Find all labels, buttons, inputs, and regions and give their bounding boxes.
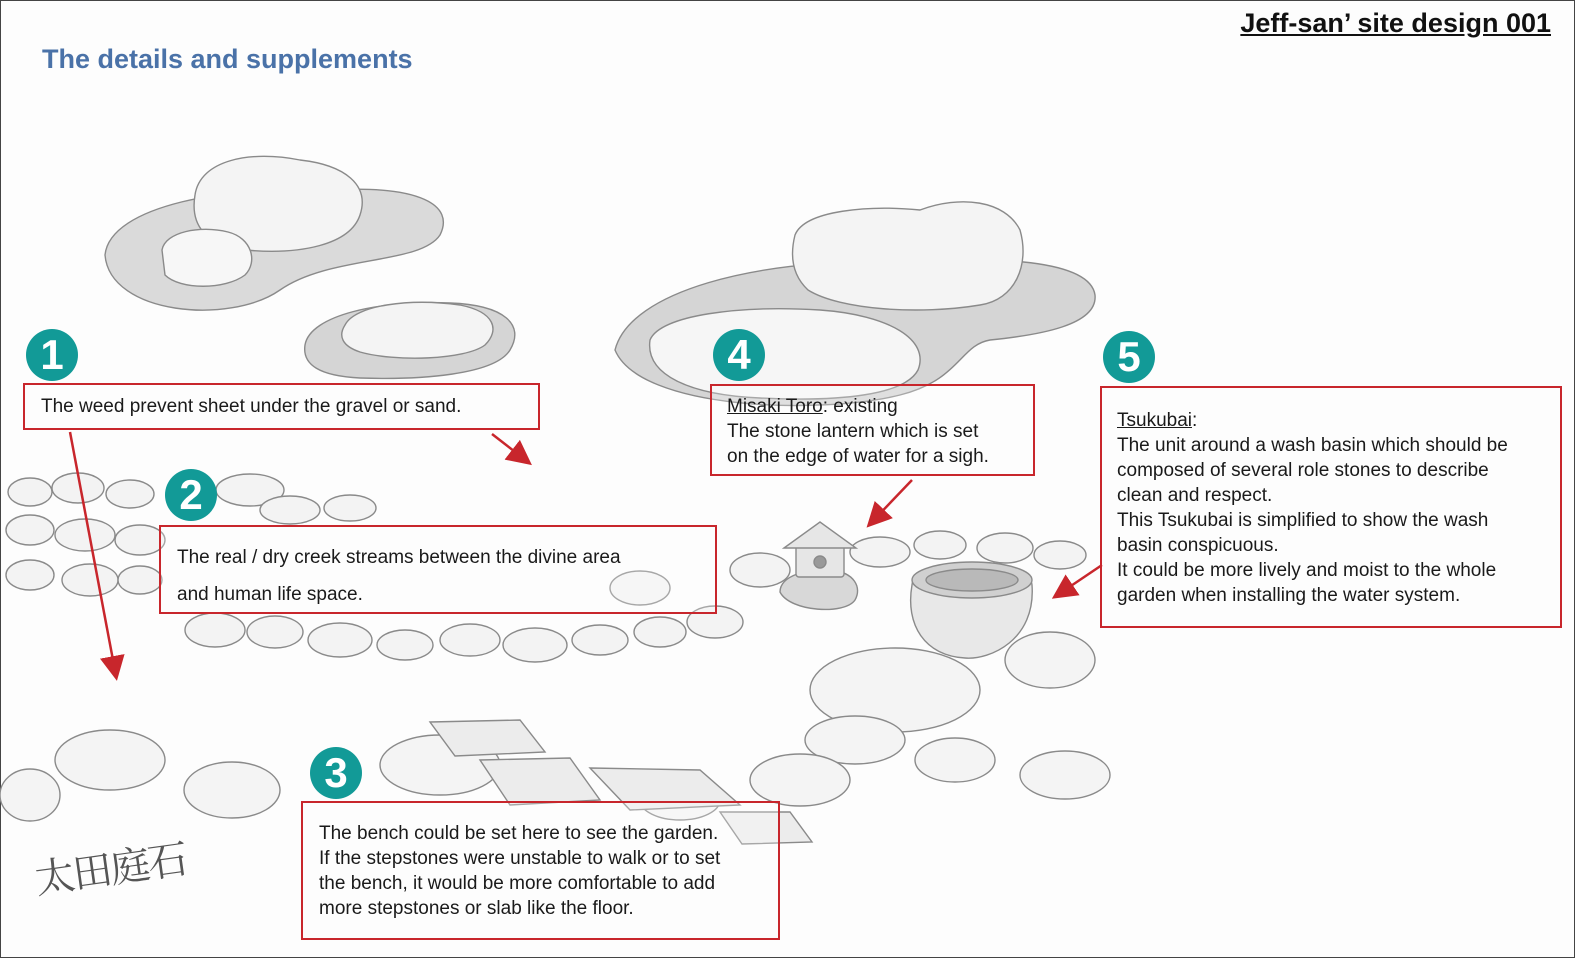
callout-4-box — [710, 384, 1035, 476]
callout-badge-5: 5 — [1103, 331, 1155, 383]
callout-3-line: more stepstones or slab like the floor. — [319, 898, 634, 919]
callout-badge-4: 4 — [713, 329, 765, 381]
arrow-1-down — [70, 432, 116, 676]
callout-2-line: The real / dry creek streams between the divine area — [177, 547, 621, 568]
callout-4-term: Misaki Toro — [727, 396, 823, 417]
callout-3-line: If the stepstones were unstable to walk or to set — [319, 848, 721, 869]
callout-3-line: The bench could be set here to see the garden. — [319, 823, 719, 844]
callout-badge-1: 1 — [26, 329, 78, 381]
callout-5-line: The unit around a wash basin which should be — [1117, 435, 1508, 456]
callout-4-line: The stone lantern which is set — [727, 421, 979, 442]
callout-badge-2: 2 — [165, 469, 217, 521]
callout-4-line: on the edge of water for a sigh. — [727, 446, 989, 467]
arrow-4 — [870, 480, 912, 524]
stone-lantern — [780, 522, 858, 609]
arrow-5 — [1056, 565, 1102, 596]
rock — [162, 229, 252, 286]
callout-1-box — [23, 383, 540, 430]
callout-2-line: and human life space. — [177, 584, 363, 605]
callout-5-heading — [1117, 408, 1545, 433]
callout-badge-3: 3 — [310, 747, 362, 799]
callout-5-term: Tsukubai — [1117, 410, 1192, 431]
arrow-1-right — [492, 434, 528, 462]
callout-5-box — [1100, 386, 1562, 628]
document-title: Jeff-san’ site design 001 — [1240, 8, 1551, 38]
callout-4-heading — [727, 394, 1018, 419]
rock — [793, 202, 1023, 310]
callout-5-term-suffix: : — [1192, 410, 1198, 431]
callout-5-line: It could be more lively and moist to the whole — [1117, 560, 1497, 581]
rock — [342, 302, 493, 358]
callout-5-line: This Tsukubai is simplified to show the wash — [1117, 510, 1489, 531]
callout-1-text: The weed prevent sheet under the gravel or sand. — [41, 396, 462, 417]
callout-5-line: clean and respect. — [1117, 485, 1273, 506]
callout-5-line: garden when installing the water system. — [1117, 585, 1461, 606]
callout-3-line: the bench, it would be more comfortable to add — [319, 873, 716, 894]
callout-5-line: composed of several role stones to describe — [1117, 460, 1489, 481]
artist-signature: 太田庭石 — [32, 836, 189, 904]
page-heading: The details and supplements — [42, 44, 413, 74]
callout-2-box — [159, 525, 717, 614]
callout-3-box — [301, 801, 780, 940]
callout-5-line: basin conspicuous. — [1117, 535, 1279, 556]
callout-4-term-suffix: : existing — [822, 396, 898, 417]
